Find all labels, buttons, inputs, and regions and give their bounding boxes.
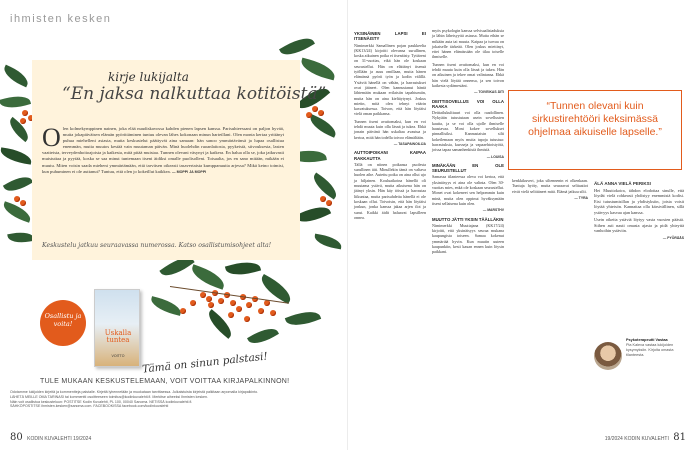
reply-text: Nimimerkki Muuttajana (KK17/24) kirjoitti, että yksinäisyys seuraa mukana kaupungista toiseen. Samaa kokenut ymmärtää hyvin. Kun muutin uuteen kaupunkiin, kesti kauan ennen kuin löysin paikkani. <box>432 222 504 255</box>
reply-column-4 <box>594 178 684 241</box>
reply-column-1 <box>354 28 426 222</box>
reply-heading: DEITTISOVELLUS VOI OLLA RAAKA <box>432 98 504 109</box>
reply-heading: YKSINÄINEN LAPSI EI ITSENÄISTY <box>354 31 426 42</box>
reply-heading: ÄLÄ ANNA VIELÄ PERIKSI <box>594 181 651 186</box>
reply-heading: AUTTOIPOIKANI KAIPAA RAKKAUTTA <box>354 150 426 161</box>
reply-text: kenkkikuvert, joka siltennenin ei olkenkaan. Tuntuja hyöty, mutta seuraavat selitaatiot eivät vielä selittäneet mitä. Elämä jatkuu silti. <box>512 178 588 194</box>
reply-heading: MUUTTO JÄTTI YKSIN TÄÄLLÄKIN <box>432 216 504 222</box>
book-author: VOITTO <box>111 354 125 358</box>
reply-signature: — MARSTHV <box>482 208 504 213</box>
participation-info <box>10 390 340 409</box>
reply-text: Hei Muuttokoira, tähdon elodottaa sinulle, että löydät vielä rohkeasti yhdistyy enemmistä kodisi. Etsi tutustumisillan ja yhdistyksiin, joista voisit löytää yhteisön. Kannattaa olla kärsivällinen, sillä ystävyys kasvaa ajan kanssa. <box>594 187 684 215</box>
publication-label: 19/2024 KODIN KUVALEHTI <box>604 436 669 442</box>
info-line: Odotamme lukijoiden kirjeitä ja kommentteja palstalle. Kirjeitä lyhennetään ja muokataan tarvittaessa. Julkaistuista kirjeistä palkitaan arpomalla kirjapalkinto. <box>10 390 259 394</box>
reply-text: Tunnen itseni avuttomaksi, kun en voi tehdä muuta kuin olla läsnä ja tukea. Ehkä jonain päivänä hän uskaltaa avautua ja kertoa, mitä hän todella toivoo elämältään. <box>354 118 426 140</box>
expert-caption <box>626 338 684 358</box>
book-title: Uskalla tuntea <box>104 329 132 344</box>
pull-quote-text: “Tunnen olevani kuin sirkustirehtööri keksimässä ohjelmaa aikuiselle lapselle.” <box>528 100 662 138</box>
reply-signature: — LOUISA <box>486 154 504 159</box>
continuation-note: Keskustelu jatkuu seuraavassa numerossa. Katso osallistumisohjeet alta! <box>42 242 272 249</box>
participate-badge: Osallistu ja voita! <box>40 300 86 346</box>
reply-text: Nimimerkki Samallinen pojan paukkeelta (KK13/24) kirjoitti olevansa surullinen, koska aikuinen poika ei itsenäisty. Tyttäreni on 31-vuotias, eikä hän ole koskaan seurustellut. Hän on elättänyt itsensä työllään ja asuu omillaan, mutta hänen elämänsä pyörii työn ja kodin välillä. Ystäviä hänellä on vähän, ja harrastukset ovat jääneet. Olen kannustanut häntä lähtemään mukaan erilaisiin tapahtumiin, mutta hän on aina kieltäytynyt. Joskus mietin, mitä olen tehnyt väärin kasvatuksessa. Toivon, että hän löytäisi vielä oman paikkansa. <box>354 42 426 117</box>
column-slogan: Tämä on sinun palstasi! <box>141 350 269 376</box>
expert-portrait <box>594 342 622 370</box>
letter-text: len kolmekymppinen nainen, joka elää nuudiskavossa kahden pienen lapsen kanssa. Parisuhteessani on paljon hyvää, mutta jokapäiväisen elämän pyörittäminen tuntuu olevan lähes kokonaan minun harteillani. Olen monta kertaa yrittänyt puhua miehelleni asiasta, mutta keskustelut päättyvät aina samaan: hän sanoo ymmärtävänsä ja lupaa osallistua enemmän, mutta muutos kestää vain muutaman päivän. Minä huolehdin ruoanlaitosta, pyykeistä, siivouksesta, lasten vaatteista, terveydenhoitoajoista ja kaikesta, mitä pitää muistaa. Tunnen olevani väsynyt ja katkera. En halua olla se, joka jatkuvasti muistuttaa ja pyytää, koska se saa minut tuntemaan itseni äidiksi omalle puolisolleni. Toisaalta, jos en sano mitään, mikään ei muutu. Miten voisin saada mieheni ymmärtämään, että tarvitsen oikeasti tasavertaista kumppanuutta arjessa? Mikä keino toimisi, kun puhuminen ei ole auttanut? Tuntuu, että olen jo kokeillut kaikkea. <box>42 126 284 174</box>
expert-description: Pia Kaleva vastaa lukijoiden kysymyksiin. Kirjoita omasta tilanteesta. <box>626 343 674 357</box>
reply-text: Deittailukulttuuri voi olla raadollinen. Nykyään tutustutaan usein sovellusten kautta, ja se voi olla ujolle ihmiselle haastavaa. Moni kokee sovellukset pinnallisiksi. Kannustaisin silti kokeilemaan myös muita tapoja tutustua: harrastuksia, kursseja ja vapaaehtoistyötä, joissa tapaa samanhenkisiä ihmisiä. <box>432 110 504 153</box>
reply-text: Samassa tilanteessa oleva voi kertoa, että yksinäisyys ei aina ole valinta. Olen 30-vuotias mies, enkä ole koskaan seurustellut. Monet ovat kokeneet sen helpommin kuin minä, mutta olen oppinut hyväksymään itseni sellaisena kuin olen. <box>432 174 504 206</box>
reply-text: Usein oikeita ystäviä löytyy vasta vuosien päästä. Siihen asti nauti omasta ajasta ja pidä yhteyttä vanhoihin ystäviin. <box>594 217 684 233</box>
reply-signature: — TOIVEIKAS ÄITI <box>474 90 504 95</box>
info-line: LÄHETÄ MEILLE OMA TARINASI tai kommentti osoitteeseen toimitus@kodinkuvalehti.fi. Merkitse aiheeksi Ihmisten kesken. <box>10 394 209 399</box>
folio-right <box>605 432 686 443</box>
page-number: 80 <box>10 432 23 443</box>
reply-signature: — TASAPAINOILIJA <box>393 141 426 146</box>
book-prize-cover <box>94 289 140 367</box>
reply-text: Tunnen itseni avuttomaksi, kun en voi tehdä muuta kuin olla läsnä ja tukea. Hän on aikuinen ja tekee omat valintansa. Ehkä hän vielä löytää onnensa, ja sen toivon kaikesta sydämestäni. <box>432 61 504 88</box>
reply-text: Tällä on niinen poikansa puolesta surullinen äiti. Minullekin tämä on valtava huolen aihe. Autettu poika on aina ollut ujo ja hiljainen. Kouluaikoina hänellä oli muutama ystävä, mutta aikuisena hän on jäänyt yksin. Hän käy töissä ja harrastaa liikuntaa, mutta parisuhdetta hänellä ei ole koskaan ollut. Toivoisin, että hän löytäisi jonkun, jonka kanssa jakaa arjen ilot ja surut. Kaikki äidit haluavat lapsilleen onnea. <box>354 161 426 220</box>
drop-cap: O <box>42 123 61 152</box>
pull-quote <box>508 90 682 170</box>
letter-headline: “En jaksa nalkuttaa kotitöistä” <box>62 84 327 104</box>
call-to-action: TULE MUKAAN KESKUSTELEMAAN, VOIT VOITTAA KIRJAPALKINNON! <box>40 378 290 385</box>
reply-text: myös psykologin kanssa selvisaalisiaduksia ja lähin läheisyyttä asiassa. Mutta ethän se mikään auta tai muuta. Kaipaa ja turvaa on jokaiselle tärkeää. Olen joskus miettinyt, ettei hänen elämässään ole tilaa toiselle ihmiselle. <box>432 28 504 60</box>
expert-name: Psykoterapeutti Vastaa <box>626 338 668 342</box>
reply-signature: — TYRA <box>574 195 588 200</box>
page-number: 81 <box>673 432 686 443</box>
letter-body <box>42 123 284 175</box>
reply-column-2 <box>432 28 504 257</box>
letter-kicker: kirje lukijalta <box>108 70 189 84</box>
reply-signature: — PYÖRÄÄS <box>662 235 684 240</box>
reply-heading: MINÄKÄÄN EN OLE SEURUSTELLUT <box>432 162 504 174</box>
publication-label: KODIN KUVALEHTI 19/2024 <box>27 436 92 442</box>
reply-column-3 <box>512 178 588 201</box>
section-label: ihmisten kesken <box>10 13 112 25</box>
folio-left <box>10 432 91 443</box>
info-line: SÄHKÖPOSTITSE ihmisten.kesken@sanoma.com. FACEBOOKISSA facebook.com/kodinkuvalehti <box>10 404 169 409</box>
info-line: Näin voit osallistua keskusteluun: POSTITSE Kodin Kuvalehti, PL 100, 00040 Sanoma. NETISSÄ kodinkuvalehti.fi. <box>10 399 193 404</box>
letter-signature: — MOPPI JA MOPPI <box>172 169 207 174</box>
